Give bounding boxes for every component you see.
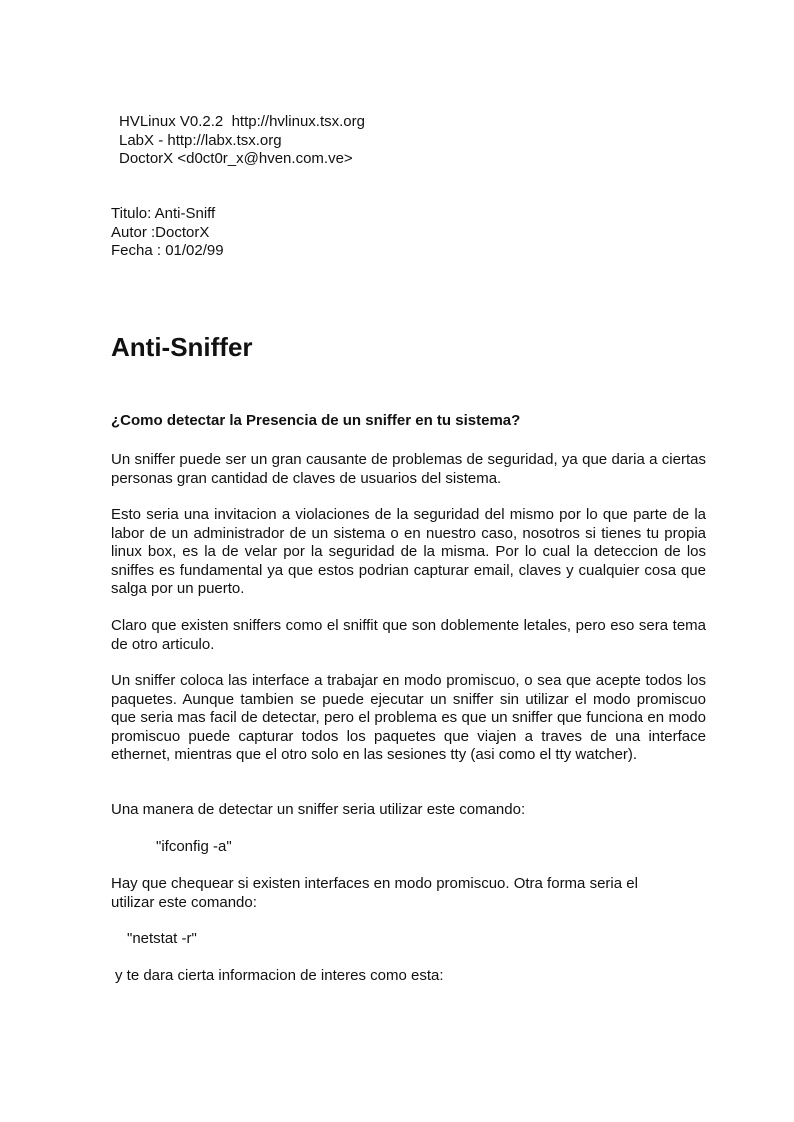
document-metadata (111, 205, 224, 261)
paragraph-1: Un sniffer puede ser un gran causante de problemas de seguridad, ya que daria a ciertas personas gran cantidad de claves de usuarios del sistema. (111, 451, 706, 487)
paragraph-4: Un sniffer coloca las interface a trabajar en modo promiscuo, o sea que acepte todos los paquetes. Aunque tambien se puede ejecutar un sniffer sin utilizar el modo promiscuo que seria mas facil de detectar, pero el problema es que un sniffer que funciona en modo promiscuo puede capturar todos los paquetes que viajen a traves de una interface ethernet, mientras que el otro solo en las sesiones tty (asi como el tty watcher). (111, 672, 706, 763)
paragraph-5: Una manera de detectar un sniffer seria utilizar este comando: (111, 801, 526, 818)
meta-titulo: Titulo: Anti-Sniff (111, 205, 216, 222)
header-line-author-email: DoctorX <d0ct0r_x@hven.com.ve> (119, 150, 353, 167)
paragraph-3: Claro que existen sniffers como el sniffit que son doblemente letales, pero eso sera tema de otro articulo. (111, 617, 706, 653)
meta-fecha: Fecha : 01/02/99 (111, 242, 224, 259)
document-header (119, 113, 365, 169)
paragraph-2: Esto seria una invitacion a violaciones de la seguridad del mismo por lo que parte de la labor de un administrador de un sistema o en nuestro caso, nosotros si tienes tu propia linux box, es la de velar por la seguridad de la misma. Por lo cual la deteccion de los sniffes es fundamental ya que estos podrian capturar email, claves y cualquier cosa que salga por un puerto. (111, 506, 706, 597)
page-title: Anti-Sniffer (111, 332, 253, 362)
paragraph-6: Hay que chequear si existen interfaces en modo promiscuo. Otra forma seria el utilizar este comando: (111, 875, 638, 911)
section-question: ¿Como detectar la Presencia de un sniffer en tu sistema? (111, 412, 521, 429)
meta-autor: Autor :DoctorX (111, 223, 210, 241)
command-ifconfig: "ifconfig -a" (156, 838, 232, 855)
command-netstat: "netstat -r" (127, 930, 197, 947)
header-line-lab: LabX - http://labx.tsx.org (119, 131, 282, 149)
paragraph-7: y te dara cierta informacion de interes como esta: (115, 967, 444, 984)
header-line-project: HVLinux V0.2.2 http://hvlinux.tsx.org (119, 113, 365, 130)
